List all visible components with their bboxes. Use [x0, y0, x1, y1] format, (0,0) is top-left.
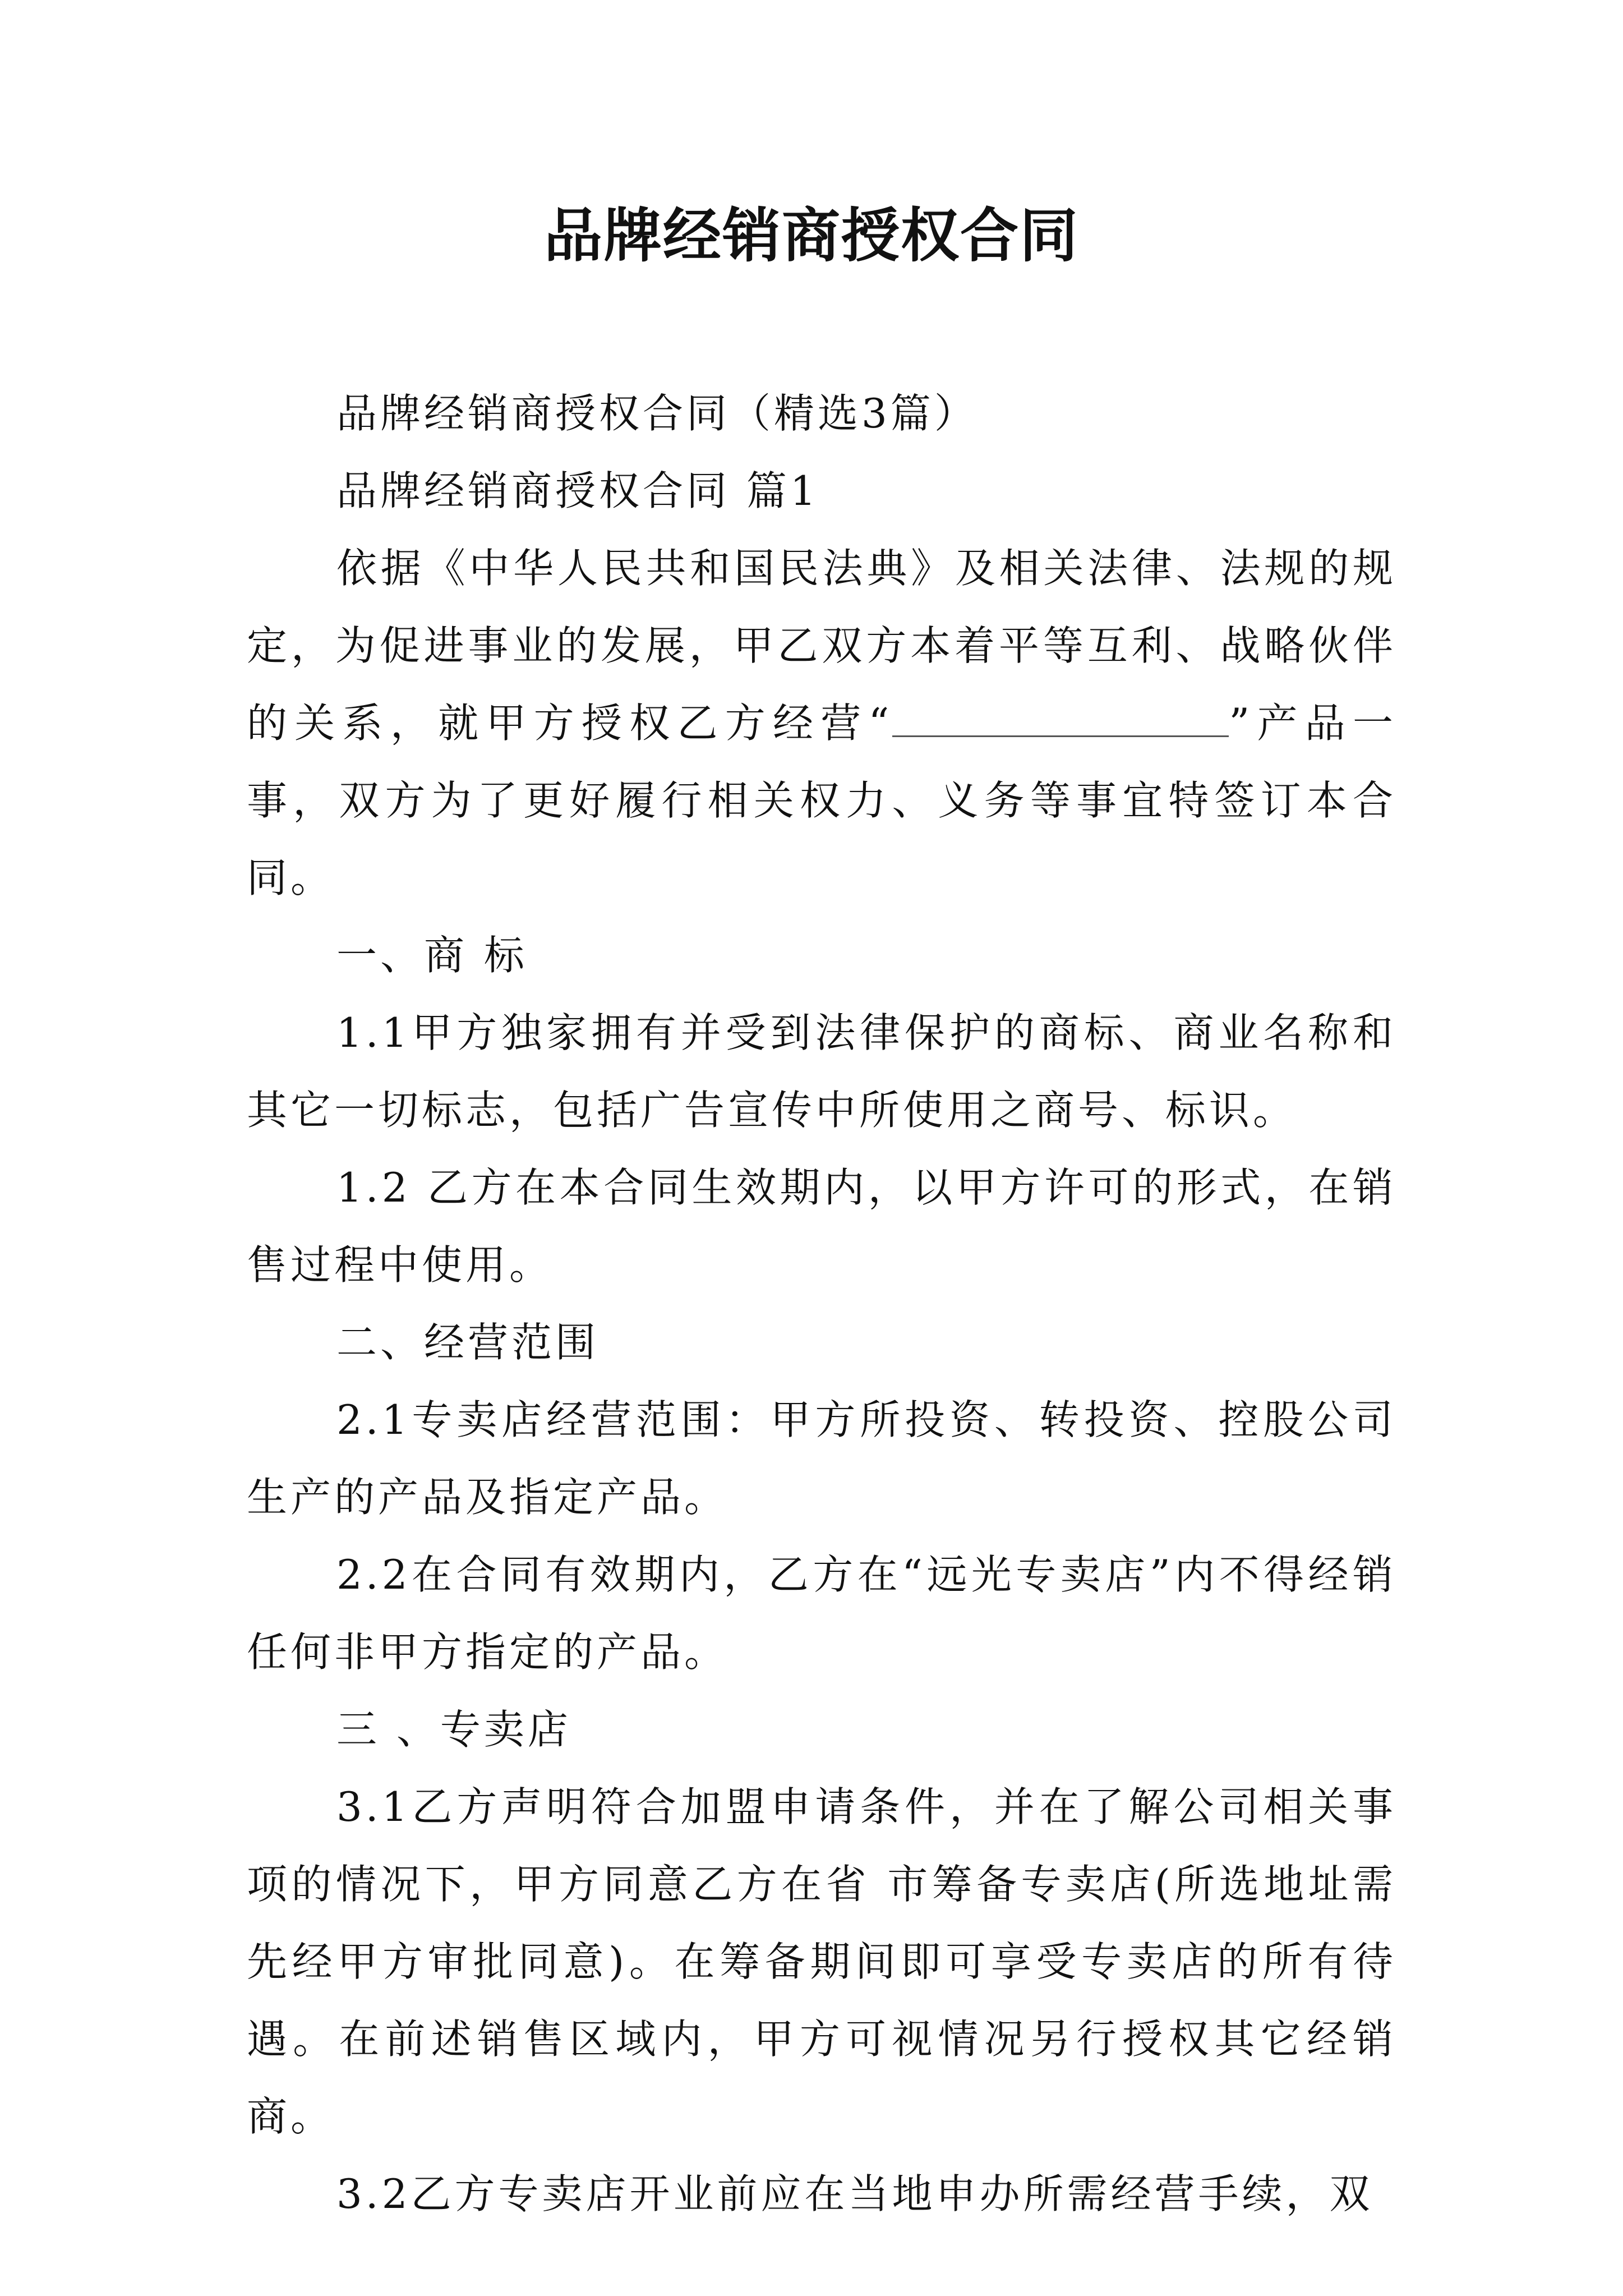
- heading-business-scope: 二、经营范围: [336, 1319, 600, 1366]
- heading-trademark: 一、商 标: [336, 932, 528, 979]
- paragraph-preamble: [247, 530, 1396, 917]
- clause-3-1: 3.1乙方声明符合加盟申请条件，并在了解公司相关事项的情况下，甲方同意乙方在省 市筹备专卖店(所选地址需先经甲方审批同意)。在筹备期间即可享受专卖店的所有待遇。在前述销售区域内，甲方可视情况另行授权其它经销商。: [247, 1783, 1396, 2140]
- clause-1-2: 1.2 乙方在本合同生效期内，以甲方许可的形式，在销售过程中使用。: [247, 1164, 1396, 1289]
- clause-1-1: 1.1甲方独家拥有并受到法律保护的商标、商业名称和其它一切标志，包括广告宣传中所使用之商号、标识。: [247, 1009, 1396, 1134]
- preamble-text-start: 依据《中华人民共和国民法典》及相关法律、法规的规定，为促进事业的发展，甲乙双方本着平等互利、战略伙伴的关系，就甲方授权乙方经营“: [247, 545, 1396, 747]
- clause-2-2: 2.2在合同有效期内，乙方在“远光专卖店”内不得经销任何非甲方指定的产品。: [247, 1551, 1396, 1676]
- preamble-text-end: ”产品一事，双方为了更好履行相关权力、义务等事宜特签订本合同。: [247, 700, 1397, 901]
- clause-3-2: 3.2乙方专卖店开业前应在当地申办所需经营手续，双: [336, 2170, 1373, 2217]
- product-name-blank: [892, 702, 1229, 737]
- paragraph-section-heading: 品牌经销商授权合同 篇1: [336, 467, 819, 514]
- document-title: 品牌经销商授权合同: [543, 201, 1079, 270]
- clause-2-1: 2.1专卖店经营范围：甲方所投资、转投资、控股公司生产的产品及指定产品。: [247, 1396, 1396, 1521]
- heading-store: 三 、专卖店: [336, 1706, 571, 1753]
- document-body: [247, 375, 1396, 2233]
- paragraph-subtitle: 品牌经销商授权合同（精选3篇）: [336, 390, 978, 437]
